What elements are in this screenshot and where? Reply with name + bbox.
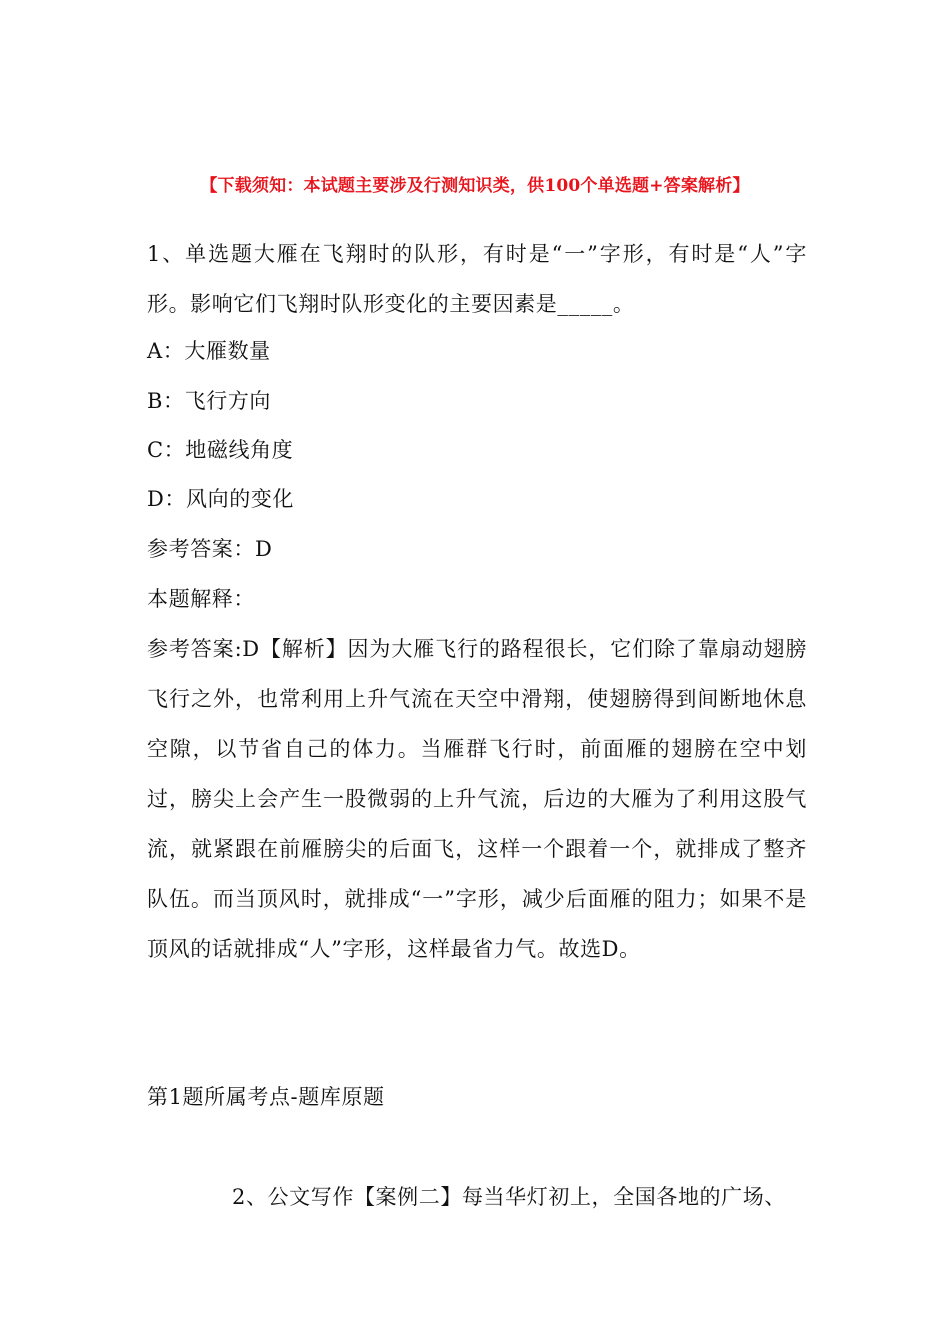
answer-line: 参考答案：D — [147, 537, 273, 561]
option-a: A：大雁数量 — [147, 339, 271, 363]
question-2-stem: 2、公文写作【案例二】每当华灯初上，全国各地的广场、 — [232, 1185, 786, 1209]
option-c: C：地磁线角度 — [147, 438, 294, 462]
option-b: B：飞行方向 — [147, 389, 272, 413]
option-d: D：风向的变化 — [147, 487, 295, 511]
question-1-stem: 1、单选题大雁在飞翔时的队形，有时是“一”字形，有时是“人”字形。影响它们飞翔时队形变化的主要因素是_____。 — [147, 242, 807, 316]
explanation-heading: 本题解释： — [147, 587, 255, 611]
topic-line: 第1题所属考点-题库原题 — [147, 1085, 385, 1109]
download-notice: 【下载须知：本试题主要涉及行测知识类，供100个单选题+答案解析】 — [200, 176, 750, 196]
explanation-text: 参考答案:D【解析】因为大雁飞行的路程很长，它们除了靠扇动翅膀飞行之外，也常利用上升气流在天空中滑翔，使翅膀得到间断地休息空隙，以节省自己的体力。当雁群飞行时，前面雁的翅膀在空中划过，膀尖上会产生一股微弱的上升气流，后边的大雁为了利用这股气流，就紧跟在前雁膀尖的后面飞，这样一个跟着一个，就排成了整齐队伍。而当顶风时，就排成“一”字形，减少后面雁的阻力；如果不是顶风的话就排成“人”字形，这样最省力气。故选D。 — [147, 637, 807, 961]
